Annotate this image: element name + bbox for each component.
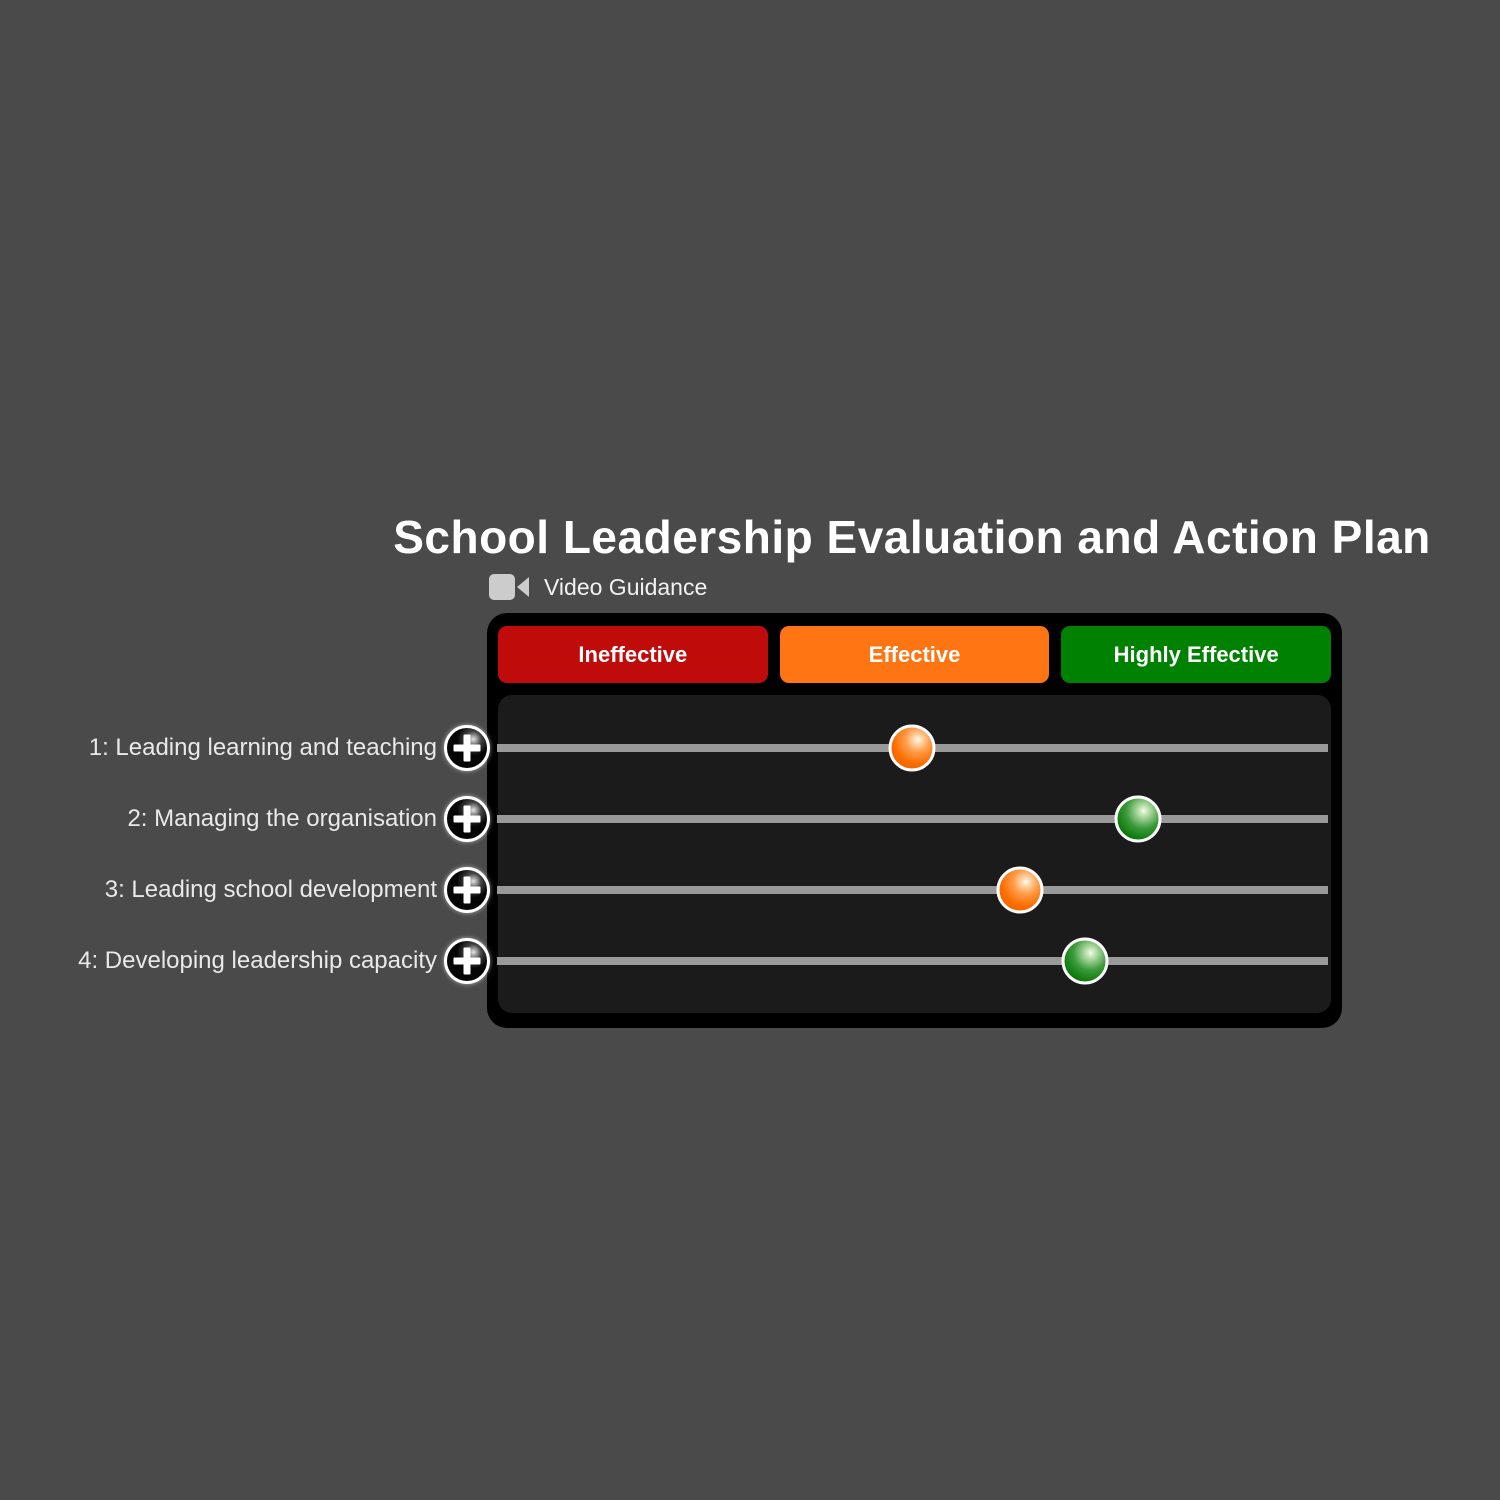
video-guidance-label: Video Guidance <box>544 573 708 600</box>
rating-zone-header <box>498 626 1331 683</box>
row-label: 2: Managing the organisation <box>127 805 437 832</box>
slider <box>497 867 1328 913</box>
slider-row <box>60 725 1328 771</box>
video-camera-icon <box>489 572 531 602</box>
zone-button-highly-effective[interactable]: Highly Effective <box>1061 626 1331 683</box>
zone-button-effective[interactable]: Effective <box>780 626 1050 683</box>
slider-dot[interactable] <box>1062 938 1109 985</box>
slider-track[interactable] <box>497 886 1328 894</box>
video-guidance-link[interactable] <box>489 572 707 602</box>
add-action-button[interactable] <box>444 796 490 842</box>
add-action-button[interactable] <box>444 867 490 913</box>
zone-button-ineffective[interactable]: Ineffective <box>498 626 768 683</box>
slider <box>497 796 1328 842</box>
slider-track[interactable] <box>497 957 1328 965</box>
slider-dot[interactable] <box>996 867 1043 914</box>
page-title: School Leadership Evaluation and Action Plan <box>393 510 1431 563</box>
slider <box>497 725 1328 771</box>
row-label: 1: Leading learning and teaching <box>88 734 437 761</box>
slider-track[interactable] <box>497 815 1328 823</box>
row-label: 3: Leading school development <box>104 876 437 903</box>
slider-row <box>60 938 1328 984</box>
add-action-button[interactable] <box>444 725 490 771</box>
slider-row <box>60 796 1328 842</box>
add-action-button[interactable] <box>444 938 490 984</box>
slider-row <box>60 867 1328 913</box>
slider-rows <box>60 725 1328 1009</box>
slider <box>497 938 1328 984</box>
row-label: 4: Developing leadership capacity <box>78 947 437 974</box>
slider-dot[interactable] <box>1114 796 1161 843</box>
slider-dot[interactable] <box>888 725 935 772</box>
